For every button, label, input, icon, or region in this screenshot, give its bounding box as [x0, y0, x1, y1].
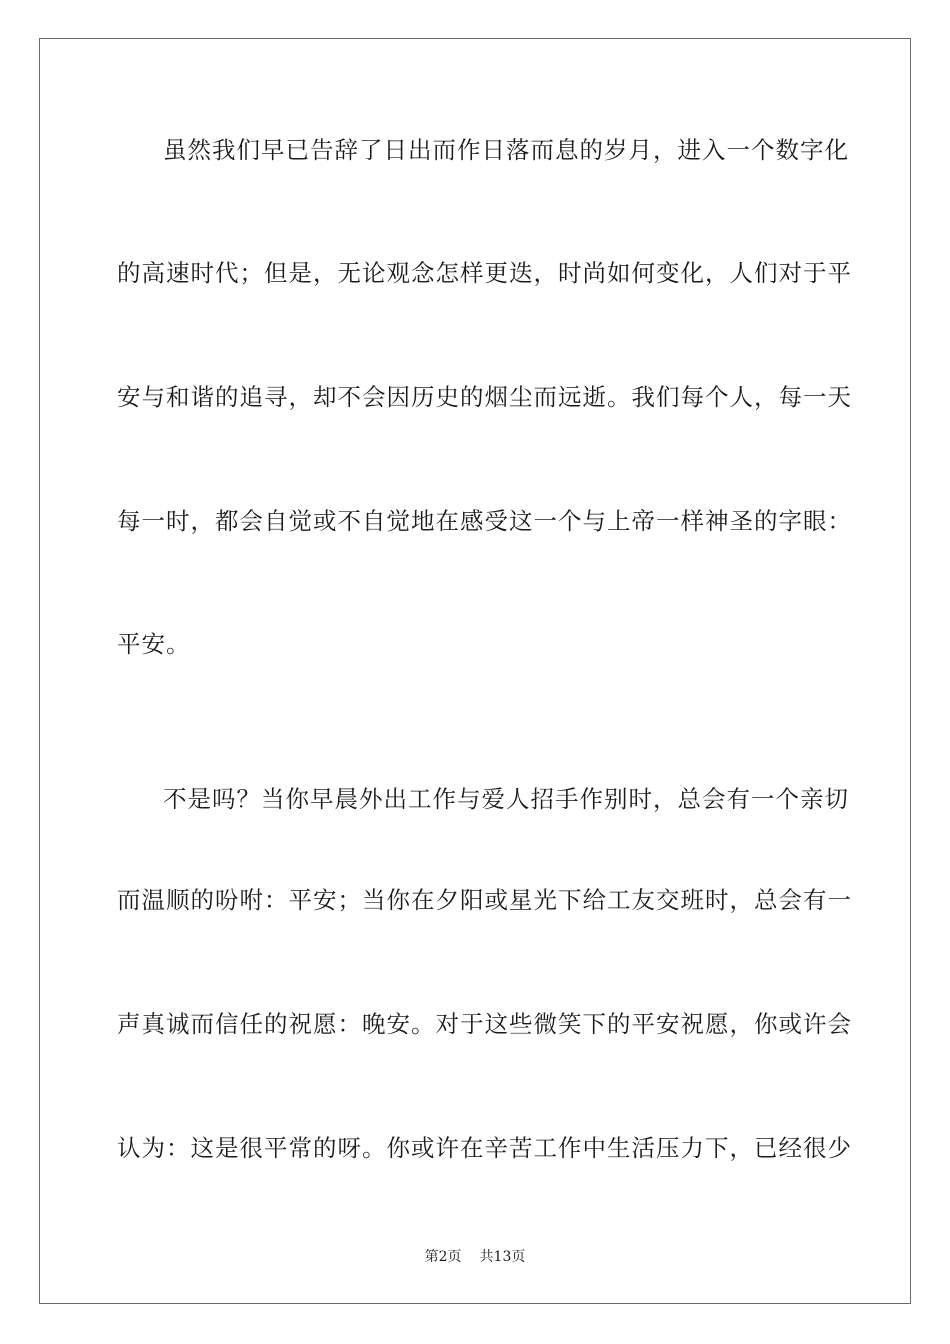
paragraph-2-line-1: 不是吗？当你早晨外出工作与爱人招手作别时，总会有一个亲切 — [163, 785, 849, 813]
paragraph-1-line-2: 的高速时代；但是，无论观念怎样更迭，时尚如何变化，人们对于平 — [117, 259, 852, 287]
paragraph-2-line-3: 声真诚而信任的祝愿：晚安。对于这些微笑下的平安祝愿，你或许会 — [117, 1010, 852, 1038]
page-number-current: 第2页 — [424, 1249, 462, 1265]
page-number-total: 共13页 — [479, 1249, 526, 1265]
page-border — [39, 38, 911, 1304]
page-footer — [0, 1246, 950, 1266]
paragraph-1-line-1: 虽然我们早已告辞了日出而作日落而息的岁月，进入一个数字化 — [163, 136, 849, 164]
paragraph-2-line-2: 而温顺的吩咐：平安；当你在夕阳或星光下给工友交班时，总会有一 — [117, 886, 852, 914]
paragraph-1-line-3: 安与和谐的追寻，却不会因历史的烟尘而远逝。我们每个人，每一天 — [117, 383, 852, 411]
paragraph-1-line-4: 每一时，都会自觉或不自觉地在感受这一个与上帝一样神圣的字眼： — [117, 507, 852, 535]
paragraph-2-line-4: 认为：这是很平常的呀。你或许在辛苦工作中生活压力下，已经很少 — [117, 1134, 852, 1162]
paragraph-1-line-5: 平安。 — [117, 630, 191, 658]
